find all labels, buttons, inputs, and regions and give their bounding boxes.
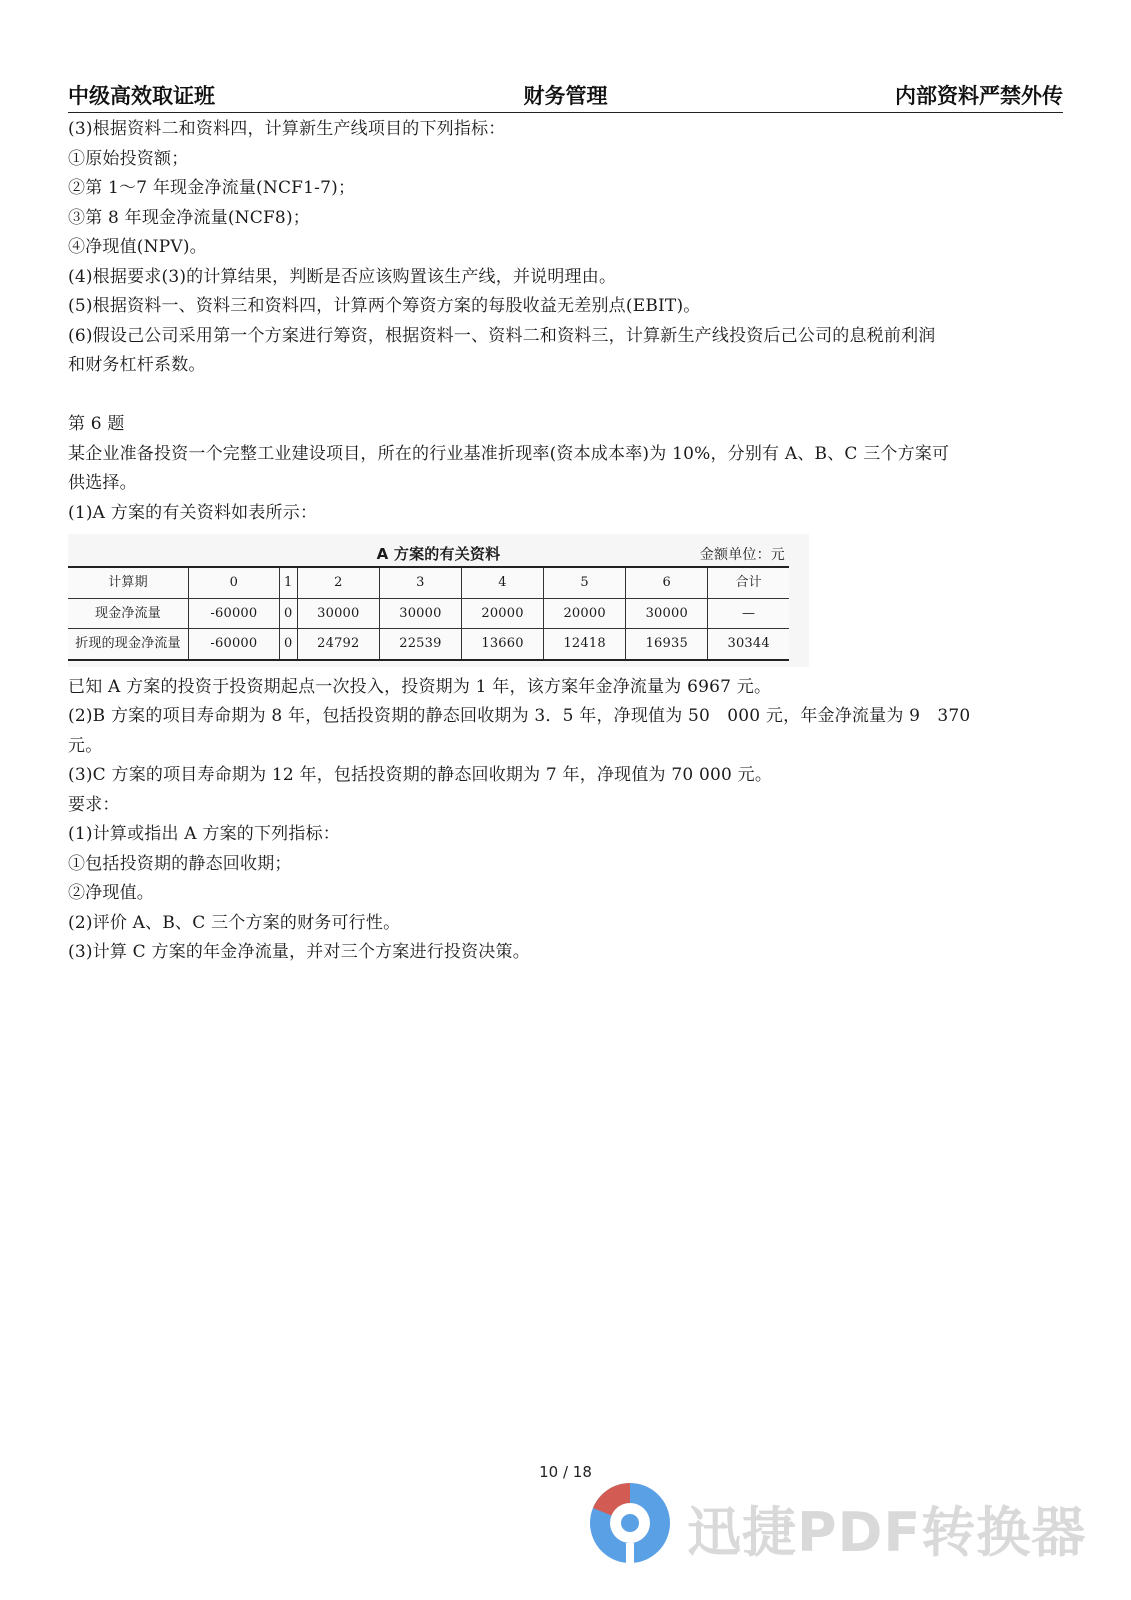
table-row [68,598,789,629]
text-line: 和财务杠杆系数。 [68,355,206,375]
header-notice: 内部资料严禁外传 [895,84,1063,108]
table-cell: 0 [279,598,297,629]
table-cell: -60000 [189,629,280,660]
table-cell: 0 [279,629,297,660]
text-line: 要求： [68,794,120,815]
text-line: (6)假设己公司采用第一个方案进行筹资，根据资料一、资料二和资料三，计算新生产线投资后己公司的息税前利润 [68,325,936,346]
table-header-row [68,567,789,598]
header-course-name: 中级高效取证班 [68,84,215,108]
table-cell: 22539 [379,629,461,660]
text-line: (1)A 方案的有关资料如表所示： [68,502,318,523]
table-cell: 1 [279,567,297,598]
table-cell: 4 [461,567,543,598]
table-unit: 金额单位：元 [699,547,785,563]
text-line: 某企业准备投资一个完整工业建设项目，所在的行业基准折现率(资本成本率)为 10%，分别有 A、B、C 三个方案可 [68,443,950,464]
table-cell: 计算期 [68,567,189,598]
text-line: ③第 8 年现金净流量(NCF8)； [68,207,310,228]
table-cell: 合计 [708,567,789,598]
table-cell: 30000 [297,598,379,629]
text-line: (2)B 方案的项目寿命期为 8 年，包括投资期的静态回收期为 3．5 年，净现值为 50 000 元，年金净流量为 9 370 [68,706,971,726]
text-line: (3)根据资料二和资料四，计算新生产线项目的下列指标： [68,119,506,139]
page-number: 10 / 18 [539,1463,592,1481]
text-line: 已知 A 方案的投资于投资期起点一次投入，投资期为 1 年，该方案年金净流量为 6967 元。 [68,676,772,697]
table-cell: 3 [379,567,461,598]
table-cell: 6 [626,567,708,598]
table-title: A 方案的有关资料 [376,545,501,563]
plan-a-table-figure [68,534,809,667]
text-line: ②净现值。 [68,883,154,903]
header-subject: 财务管理 [523,84,608,108]
text-line: (3)计算 C 方案的年金净流量，并对三个方案进行投资决策。 [68,942,530,962]
text-line: (3)C 方案的项目寿命期为 12 年，包括投资期的静态回收期为 7 年，净现值为 70 000 元。 [68,765,773,785]
watermark [585,1478,1105,1568]
table-cell: 20000 [461,598,543,629]
table-cell: 30000 [626,598,708,629]
table-cell: 30344 [708,629,789,660]
page-header [68,78,1063,113]
text-line: ②第 1～7 年现金净流量(NCF1-7)； [68,178,356,198]
question-title: 第 6 题 [68,414,125,434]
watermark-logo-icon [585,1478,675,1568]
table-cell: 现金净流量 [68,598,189,629]
text-line: 供选择。 [68,473,137,493]
table-cell: 0 [189,567,280,598]
table-cell: 30000 [379,598,461,629]
plan-a-table [68,566,789,661]
text-line: (1)计算或指出 A 方案的下列指标： [68,824,340,844]
table-cell: 12418 [544,629,626,660]
table-row [68,629,789,660]
watermark-text: 迅捷PDF转换器 [687,1501,1087,1564]
table-cell: 20000 [544,598,626,629]
table-cell: — [708,598,789,629]
table-cell: 24792 [297,629,379,660]
text-line: ④净现值(NPV)。 [68,237,207,257]
text-line: (4)根据要求(3)的计算结果，判断是否应该购置该生产线，并说明理由。 [68,266,617,287]
text-line: 元。 [68,735,103,756]
table-cell: 5 [544,567,626,598]
table-cell: -60000 [189,598,280,629]
text-line: (2)评价 A、B、C 三个方案的财务可行性。 [68,912,401,933]
text-line: ①原始投资额； [68,148,189,169]
text-line: ①包括投资期的静态回收期； [68,853,292,874]
document-body [68,115,1063,968]
text-line: (5)根据资料一、资料三和资料四，计算两个筹资方案的每股收益无差别点(EBIT)。 [68,296,701,316]
table-cell: 2 [297,567,379,598]
table-cell: 13660 [461,629,543,660]
table-cell: 16935 [626,629,708,660]
table-cell: 折现的现金净流量 [68,629,189,660]
